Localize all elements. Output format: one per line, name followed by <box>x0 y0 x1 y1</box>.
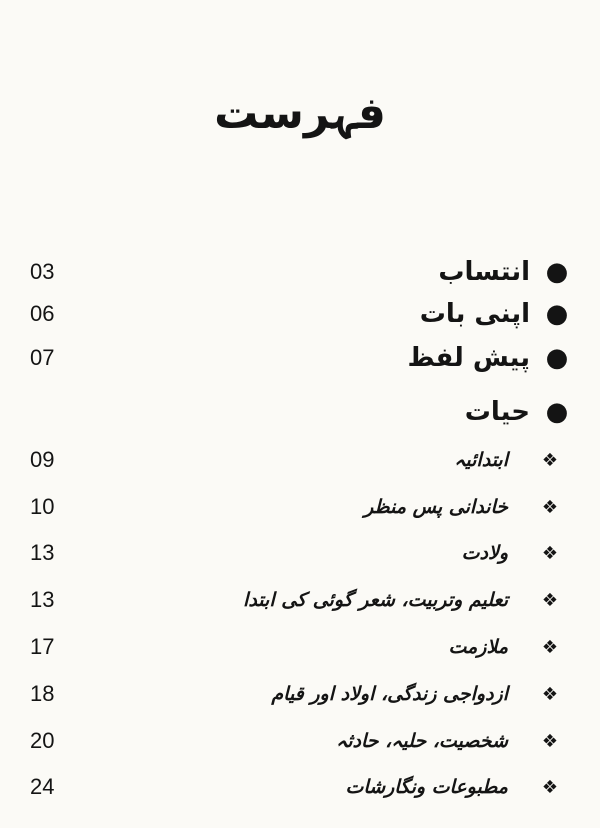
toc-entry-label: تعلیم وتربیت، شعر گوئی کی ابتدا <box>243 589 508 611</box>
toc-sub-entry <box>30 674 570 714</box>
bullet-icon: ● <box>545 397 569 427</box>
toc-page-number: 20 <box>30 728 55 753</box>
toc-sub-entry <box>30 440 570 480</box>
toc-sub-entry <box>30 487 570 527</box>
diamond-bullet-icon: ❖ <box>541 449 559 471</box>
toc-entry-label: پیش لفظ <box>407 343 530 373</box>
bullet-icon: ● <box>545 343 569 373</box>
toc-entry-label: ابتدائیہ <box>454 449 508 471</box>
toc-entry-label: مطبوعات ونگارشات <box>345 776 508 798</box>
toc-entry-label: ازدواجی زندگی، اولاد اور قیام <box>271 683 508 705</box>
diamond-bullet-icon: ❖ <box>541 542 559 564</box>
toc-main-entry <box>30 392 570 432</box>
bullet-icon: ● <box>545 299 569 329</box>
diamond-bullet-icon: ❖ <box>541 730 559 752</box>
toc-sub-entry <box>30 533 570 573</box>
diamond-bullet-icon: ❖ <box>541 589 559 611</box>
toc-page-number: 10 <box>30 494 55 519</box>
toc-entry-label: اپنی بات <box>419 299 530 329</box>
toc-sub-entry <box>30 627 570 667</box>
toc-entry-label: شخصیت، حلیہ، حادثہ <box>336 730 508 752</box>
toc-page-number: 24 <box>30 774 55 799</box>
toc-entry-label: حیات <box>464 397 530 427</box>
diamond-bullet-icon: ❖ <box>541 683 559 705</box>
toc-sub-entry <box>30 580 570 620</box>
toc-page-number: 13 <box>30 587 55 612</box>
toc-page-number: 18 <box>30 681 55 706</box>
toc-entry-label: ولادت <box>461 542 508 564</box>
toc-page-number: 03 <box>30 259 55 284</box>
toc-page-number: 09 <box>30 447 55 472</box>
toc-sub-entry <box>30 767 570 807</box>
bullet-icon: ● <box>545 257 569 287</box>
toc-page-number: 06 <box>30 301 55 326</box>
toc-page-number: 17 <box>30 634 55 659</box>
toc-sub-entry <box>30 721 570 761</box>
toc-page-number: 07 <box>30 345 55 370</box>
toc-main-entry <box>30 252 570 292</box>
toc-page-number: 13 <box>30 540 55 565</box>
diamond-bullet-icon: ❖ <box>541 636 559 658</box>
toc-main-entry <box>30 338 570 378</box>
toc-entry-label: خاندانی پس منظر <box>364 496 508 518</box>
diamond-bullet-icon: ❖ <box>541 496 559 518</box>
page-title: فہرست <box>214 88 386 139</box>
diamond-bullet-icon: ❖ <box>541 776 559 798</box>
toc-entry-label: انتساب <box>438 257 530 287</box>
toc-entry-label: ملازمت <box>448 636 508 658</box>
toc-main-entry <box>30 294 570 334</box>
